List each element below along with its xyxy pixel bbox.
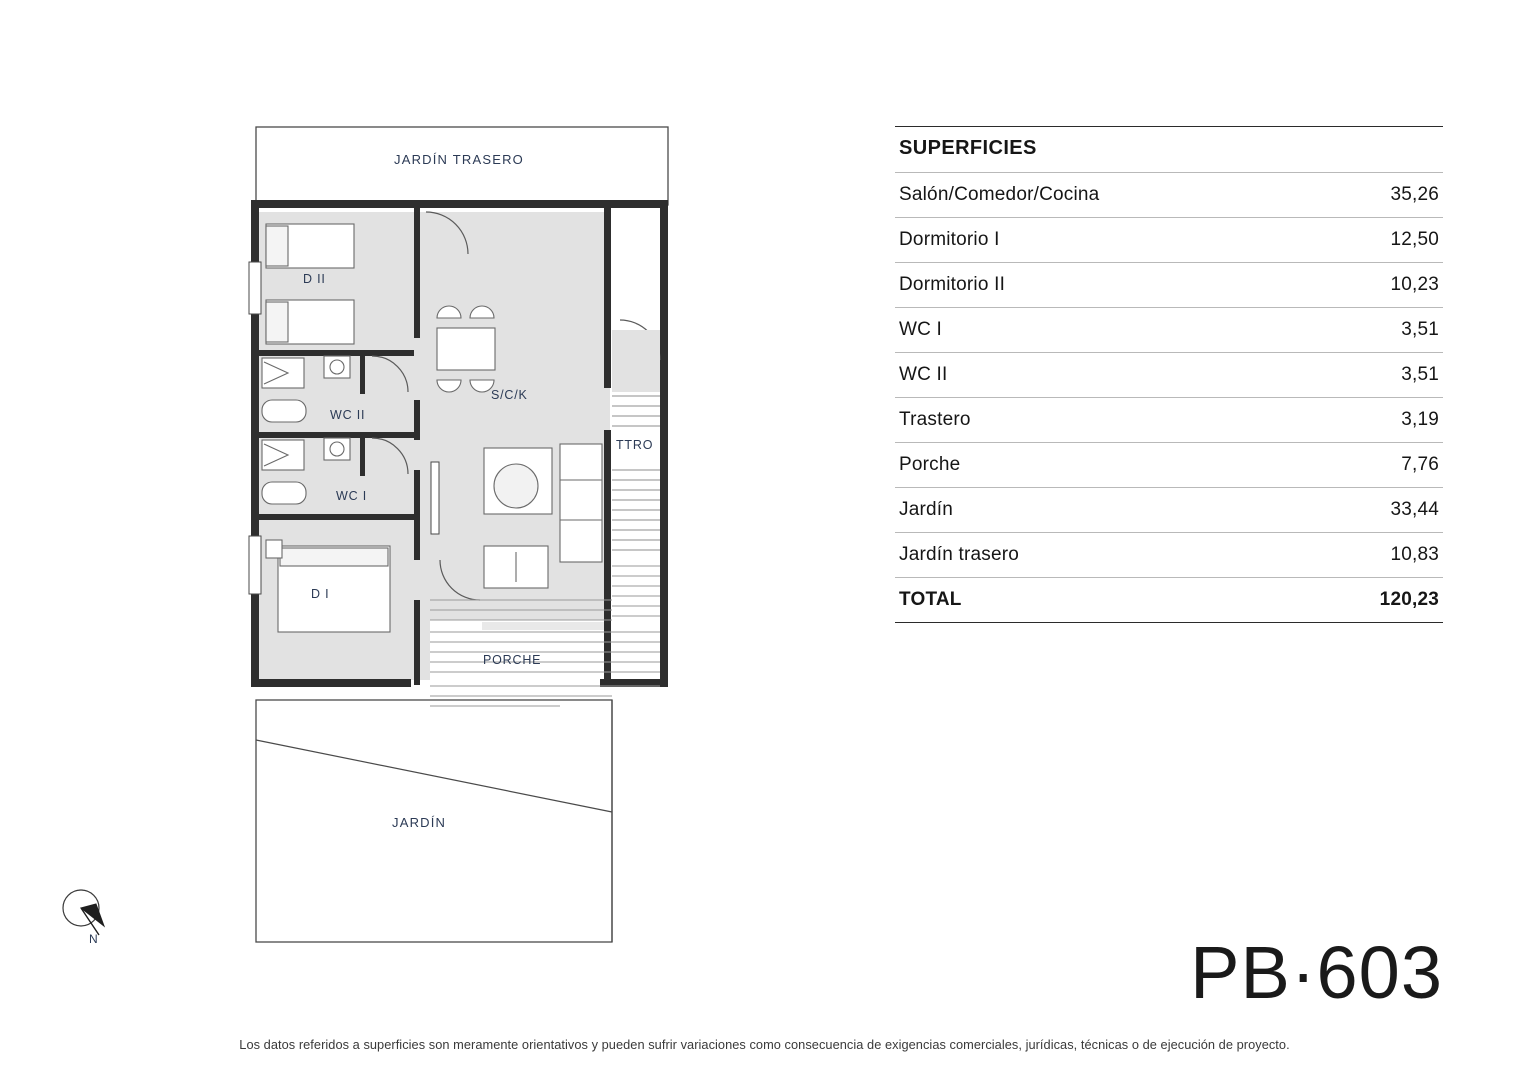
row-value: 33,44 [1390,499,1439,520]
row-label: Trastero [899,409,971,430]
row-label: WC I [899,319,943,340]
porch-slab [482,622,604,630]
label-bedroom-2: D II [303,272,326,286]
table-row [895,443,1443,488]
row-label: Salón/Comedor/Cocina [899,184,1100,205]
row-value: 3,51 [1401,319,1439,340]
row-label: Jardín trasero [899,544,1020,565]
total-label: TOTAL [899,589,962,610]
row-label: Jardín [899,499,954,520]
table-row [895,398,1443,443]
surfaces-table [895,126,1443,623]
table-row [895,308,1443,353]
label-wc-2: WC II [330,408,366,422]
label-wc-1: WC I [336,489,367,503]
row-label: WC II [899,364,948,385]
table-row [895,173,1443,218]
disclaimer-footnote: Los datos referidos a superficies son meramente orientativos y pueden sufrir variaciones como consecuencia de exigencias comerciales, jurídicas, técnicas o de ejecución de proyecto. [239,1037,1290,1052]
storage-fill [612,330,660,392]
row-value: 7,76 [1401,454,1439,475]
label-bedroom-1: D I [311,587,330,601]
plan-code: PB·603 [1190,931,1443,1014]
row-label: Dormitorio I [899,229,1000,250]
label-garden: JARDÍN [392,815,447,830]
compass-icon [56,880,126,960]
row-value: 10,83 [1390,544,1439,565]
row-value: 35,26 [1390,184,1439,205]
table-row [895,353,1443,398]
table-row [895,533,1443,578]
table-row [895,263,1443,308]
row-label: Porche [899,454,961,475]
row-label: Dormitorio II [899,274,1006,295]
label-storage: TTRO [616,438,654,452]
compass-north-label: N [89,932,98,946]
row-value: 3,51 [1401,364,1439,385]
label-rear-garden: JARDÍN TRASERO [394,152,524,167]
label-living-kitchen: S/C/K [491,388,528,402]
row-value: 12,50 [1390,229,1439,250]
row-value: 10,23 [1390,274,1439,295]
compass-rose [56,880,126,960]
label-porch: PORCHE [483,653,542,667]
row-value: 3,19 [1401,409,1439,430]
table-row-total [895,578,1443,623]
bedroom1-furniture [266,540,390,632]
table-row [895,218,1443,263]
total-value: 120,23 [1379,589,1439,610]
surfaces-title: SUPERFICIES [895,126,1443,173]
table-row [895,488,1443,533]
